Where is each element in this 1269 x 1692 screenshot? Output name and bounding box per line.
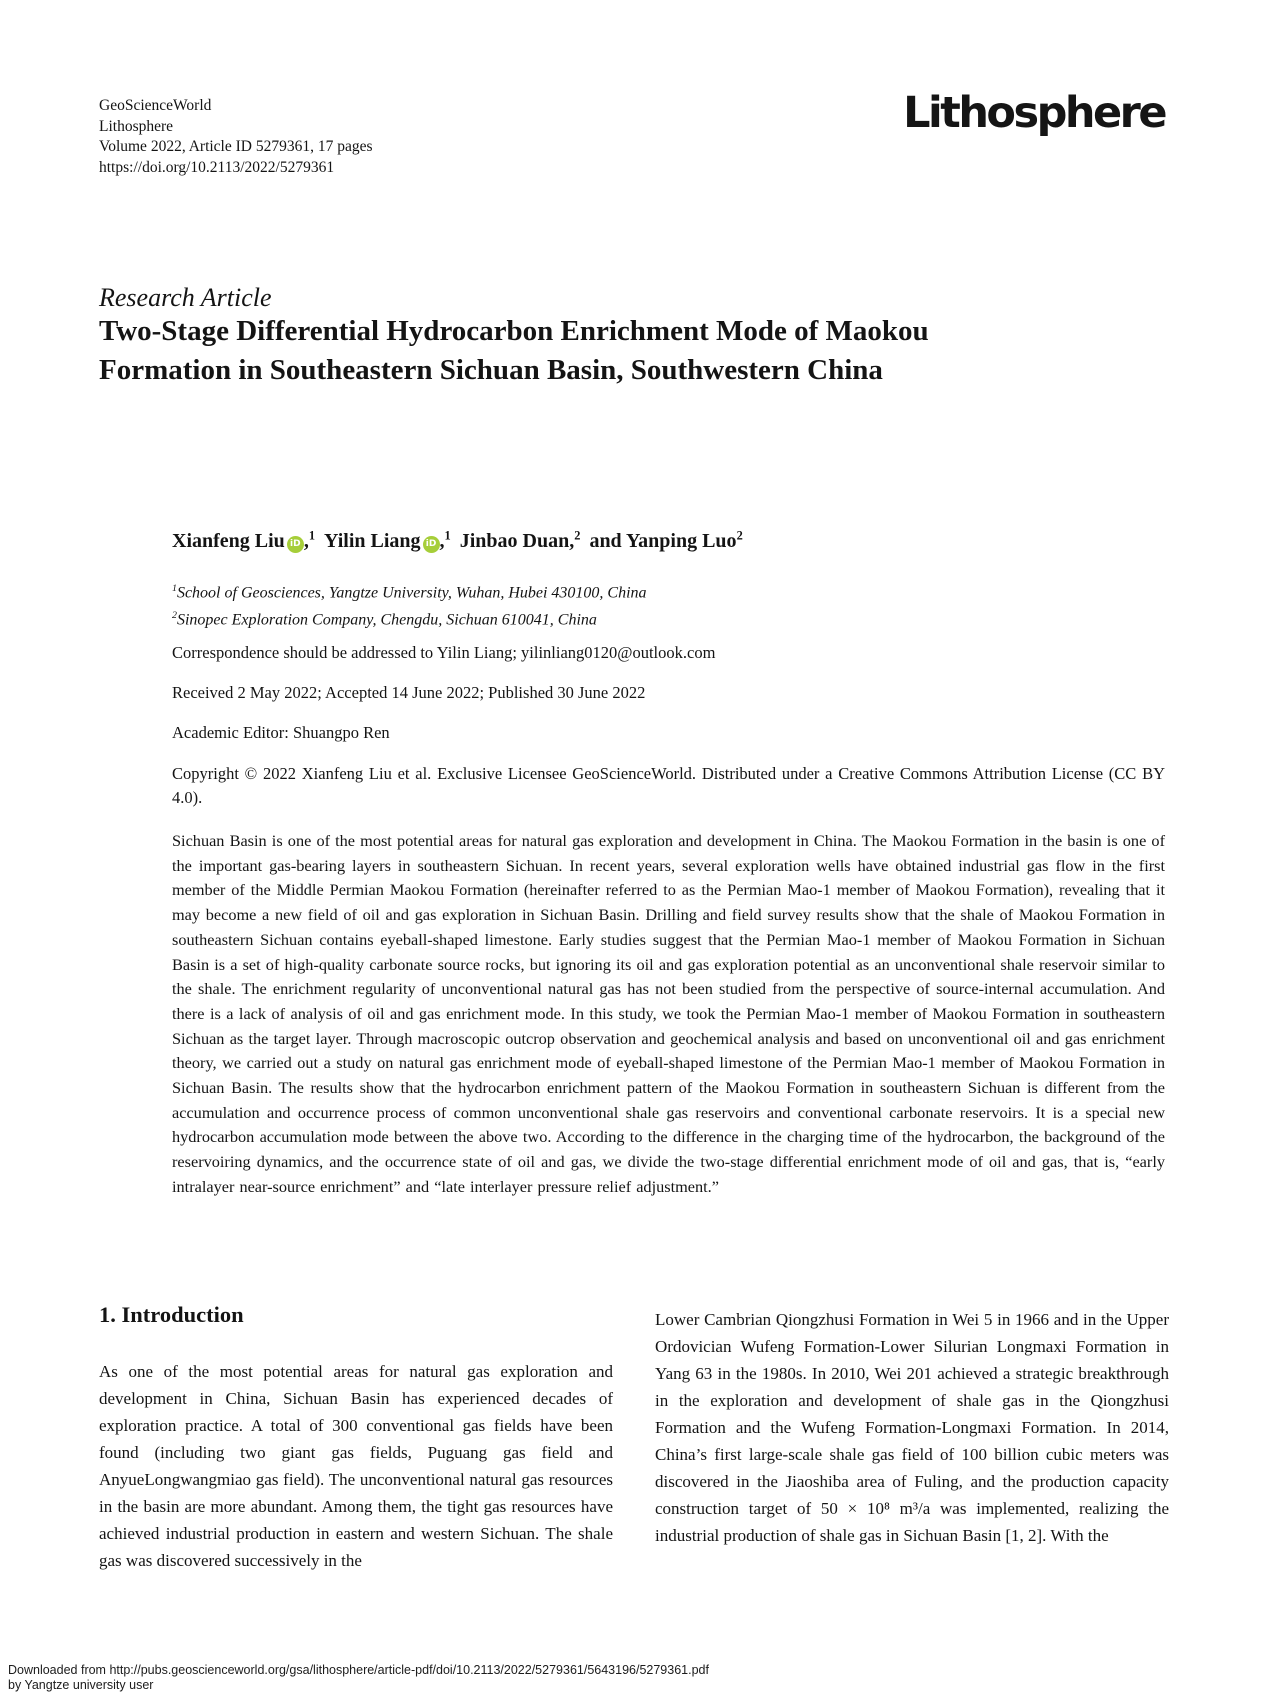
copyright-notice: Copyright © 2022 Xianfeng Liu et al. Exclusive Licensee GeoScienceWorld. Distributed under a Creative Commons Attribution License (CC BY 4.0). xyxy=(172,764,1165,807)
affiliation-text: School of Geosciences, Yangtze University, Wuhan, Hubei 430100, China xyxy=(176,584,647,602)
author-superscript: 1 xyxy=(308,528,316,542)
author-separator: , xyxy=(439,529,445,552)
affiliation-superscript: 1 xyxy=(172,583,177,594)
authors-line xyxy=(172,528,752,553)
affiliation-line xyxy=(172,577,647,604)
orcid-icon: iD xyxy=(423,536,440,553)
article-title: Two-Stage Differential Hydrocarbon Enrichment Mode of Maokou Formation in Southeastern Sichuan Basin, Southwestern China xyxy=(99,315,929,386)
author xyxy=(460,530,581,552)
intro-column-right: Lower Cambrian Qiongzhusi Formation in Wei 5 in 1966 and in the Upper Ordovician Wufeng Formation-Lower Silurian Longmaxi Formation in Yang 63 in the 1980s. In 2010, Wei 201 achieved a strategic breakthrough in the exploration and development of shale gas in the Qiongzhusi Formation and the Wufeng Formation-Longmaxi Formation. In 2014, China’s first large-scale shale gas field of 100 billion cubic meters was discovered in the Jiaoshiba area of Fuling, and the production capacity construction target of 50 × 10⁸ m³/a was implemented, realizing the industrial production of shale gas in Sichuan Basin [1, 2]. With the xyxy=(655,1310,1169,1545)
publisher-line: GeoScienceWorld xyxy=(99,97,212,114)
author xyxy=(172,530,315,552)
author-name: Jinbao Duan xyxy=(459,529,570,552)
author-name: and Yanping Luo xyxy=(589,529,737,552)
intro-column-left: As one of the most potential areas for natural gas exploration and development in China, Sichuan Basin has experienced decades of exploration practice. A total of 300 conventional gas fields have been found (including two giant gas fields, Puguang gas field and AnyueLongwangmiao gas field). The unconventional natural gas resources in the basin are more abundant. Among them, the tight gas resources have achieved industrial production in eastern and western Sichuan. The shale gas was discovered successively in the xyxy=(99,1362,613,1570)
author-name: Xianfeng Liu xyxy=(172,529,285,552)
affiliations xyxy=(172,577,647,632)
history-line: Received 2 May 2022; Accepted 14 June 2022; Published 30 June 2022 xyxy=(172,683,646,702)
correspondence-line: Correspondence should be addressed to Yilin Liang; yilinliang0120@outlook.com xyxy=(172,643,716,662)
volume-line: Volume 2022, Article ID 5279361, 17 pages xyxy=(99,138,373,155)
abstract-text: Sichuan Basin is one of the most potential areas for natural gas exploration and development in China. The Maokou Formation in the basin is one of the important gas-bearing layers in southeastern Sichuan. In recent years, several exploration wells have obtained industrial gas flow in the first member of the Middle Permian Maokou Formation (hereinafter referred to as the Permian Mao-1 member of Maokou Formation), revealing that it may become a new field of oil and gas exploration in Sichuan Basin. Drilling and field survey results show that the shale of Maokou Formation in southeastern Sichuan contains eyeball-shaped limestone. Early studies suggest that the Permian Mao-1 member of Maokou Formation in Sichuan Basin is a set of high-quality carbonate source rocks, but ignoring its oil and gas exploration potential as an unconventional shale reservoir similar to the shale. The enrichment regularity of unconventional natural gas has not been studied from the perspective of source-internal accumulation. And there is a lack of analysis of oil and gas enrichment mode. In this study, we took the Permian Mao-1 member of Maokou Formation in southeastern Sichuan as the target layer. Through macroscopic outcrop observation and geochemical analysis and based on unconventional oil and gas enrichment theory, we carried out a study on natural gas enrichment mode of eyeball-shaped limestone of the Permian Mao-1 member of Maokou Formation in Sichuan Basin. The results show that the hydrocarbon enrichment pattern of the Maokou Formation in southeastern Sichuan is different from the accumulation and occurrence process of common unconventional shale gas reservoirs and conventional carbonate reservoirs. It is a special new hydrocarbon accumulation mode between the above two. According to the difference in the charging time of the hydrocarbon, the background of the reservoiring dynamics, and the occurrence state of oil and gas, we divide the two-stage differential enrichment mode of oil and gas, that is, “early intralayer near-source enrichment” and “late interlayer pressure relief adjustment.” xyxy=(172,831,1165,1196)
article-type: Research Article xyxy=(99,283,272,312)
author-separator: , xyxy=(303,529,309,552)
download-footer xyxy=(8,1663,709,1692)
author-superscript: 2 xyxy=(574,528,581,542)
affiliation-superscript: 2 xyxy=(172,610,177,622)
orcid-icon: iD xyxy=(287,536,304,553)
journal-line: Lithosphere xyxy=(99,117,174,135)
publication-info xyxy=(99,96,373,178)
download-url-line: Downloaded from http://pubs.geoscienceworld.org/gsa/lithosphere/article-pdf/doi/10.2113/2022/5279361/5643196/5279361.pdf xyxy=(8,1663,709,1677)
author xyxy=(589,530,742,552)
editor-line: Academic Editor: Shuangpo Ren xyxy=(172,723,390,742)
section-heading-introduction: 1. Introduction xyxy=(99,1302,244,1327)
affiliation-line xyxy=(172,604,647,631)
download-user-line: by Yangtze university user xyxy=(8,1678,154,1692)
journal-logo: Lithosphere xyxy=(903,88,1165,138)
author-superscript: 2 xyxy=(736,528,743,542)
author xyxy=(324,530,451,552)
affiliation-text: Sinopec Exploration Company, Chengdu, Sichuan 610041, China xyxy=(176,611,597,629)
author-superscript: 1 xyxy=(444,528,451,542)
doi-link: https://doi.org/10.2113/2022/5279361 xyxy=(99,158,335,176)
author-separator: , xyxy=(569,529,575,552)
author-name: Yilin Liang xyxy=(324,529,421,552)
